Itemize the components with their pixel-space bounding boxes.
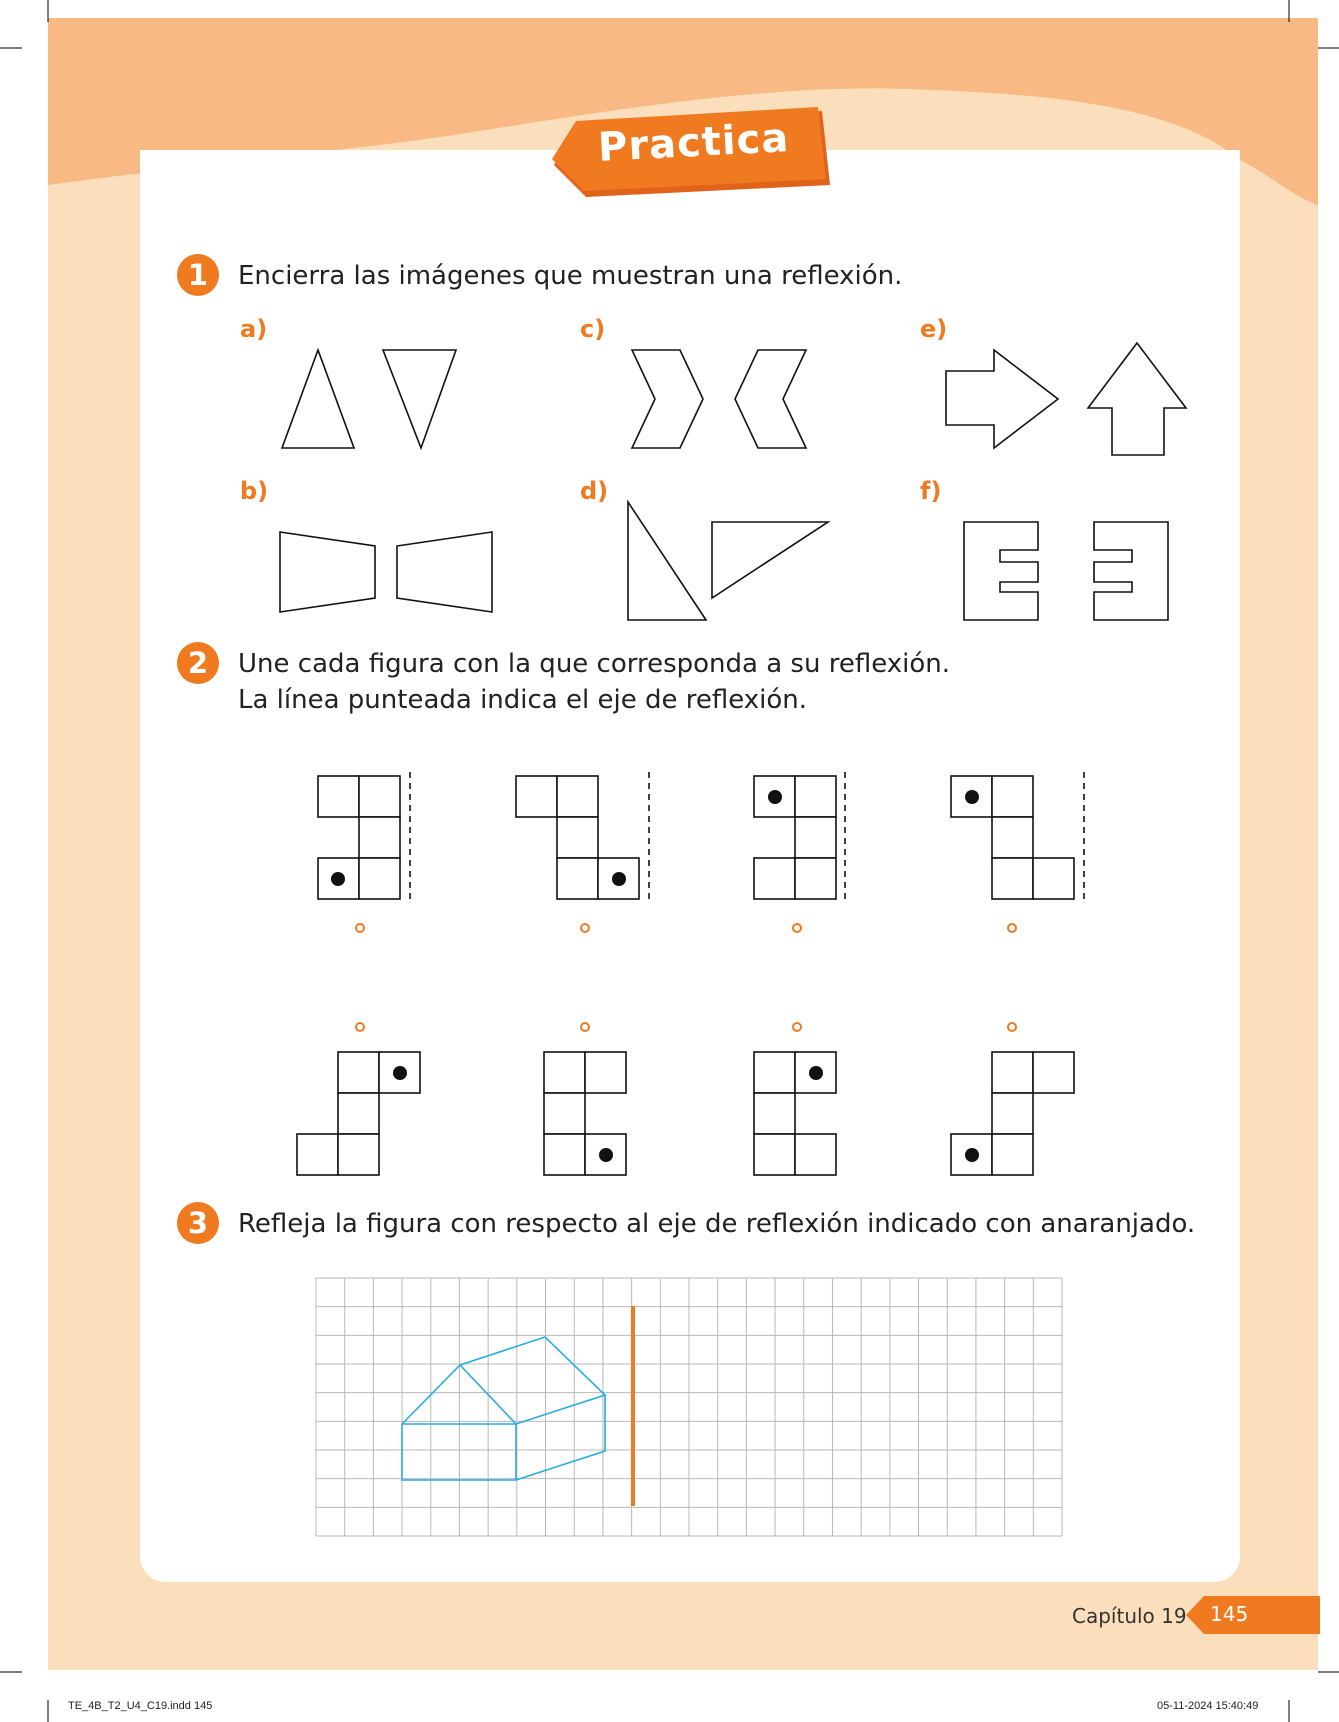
match-dot-top-1[interactable] — [355, 923, 365, 933]
reflection-grid[interactable] — [316, 1278, 1064, 1540]
match-dot-top-2[interactable] — [580, 923, 590, 933]
option-b-label: b) — [240, 477, 269, 505]
page-number-tab — [1186, 1596, 1320, 1634]
option-a-label: a) — [240, 315, 268, 343]
option-d-label: d) — [580, 477, 609, 505]
bottom-figure-2 — [544, 1052, 626, 1175]
question-3-number: 3 — [177, 1202, 219, 1244]
top-figure-1 — [318, 776, 400, 899]
slug-timestamp: 05-11-2024 15:40:49 — [1157, 1700, 1259, 1712]
match-dot-top-4[interactable] — [1007, 923, 1017, 933]
match-dot-bottom-1[interactable] — [355, 1022, 365, 1032]
option-f-label: f) — [920, 477, 942, 505]
question-2-text-line2: La línea punteada indica el eje de reflexión. — [238, 685, 808, 715]
match-dot-bottom-4[interactable] — [1007, 1022, 1017, 1032]
question-2-number: 2 — [177, 642, 219, 684]
page-number: 145 — [1210, 1602, 1249, 1626]
page-title: Practica — [596, 115, 791, 171]
slug-file: TE_4B_T2_U4_C19.indd 145 — [68, 1700, 213, 1712]
question-2-text-line1: Une cada figura con la que corresponda a su reflexión. — [238, 649, 951, 679]
chapter-label: Capítulo 19 — [1072, 1604, 1187, 1628]
top-figure-3 — [754, 776, 836, 899]
match-dot-bottom-2[interactable] — [580, 1022, 590, 1032]
option-e-label: e) — [920, 315, 948, 343]
match-dot-top-3[interactable] — [792, 923, 802, 933]
question-1-number: 1 — [177, 254, 219, 296]
option-c-label: c) — [580, 315, 606, 343]
question-1-text: Encierra las imágenes que muestran una reflexión. — [238, 261, 903, 291]
match-dot-bottom-3[interactable] — [792, 1022, 802, 1032]
question-3-text: Refleja la figura con respecto al eje de reflexión indicado con anaranjado. — [238, 1209, 1196, 1239]
bottom-figure-3 — [754, 1052, 836, 1175]
